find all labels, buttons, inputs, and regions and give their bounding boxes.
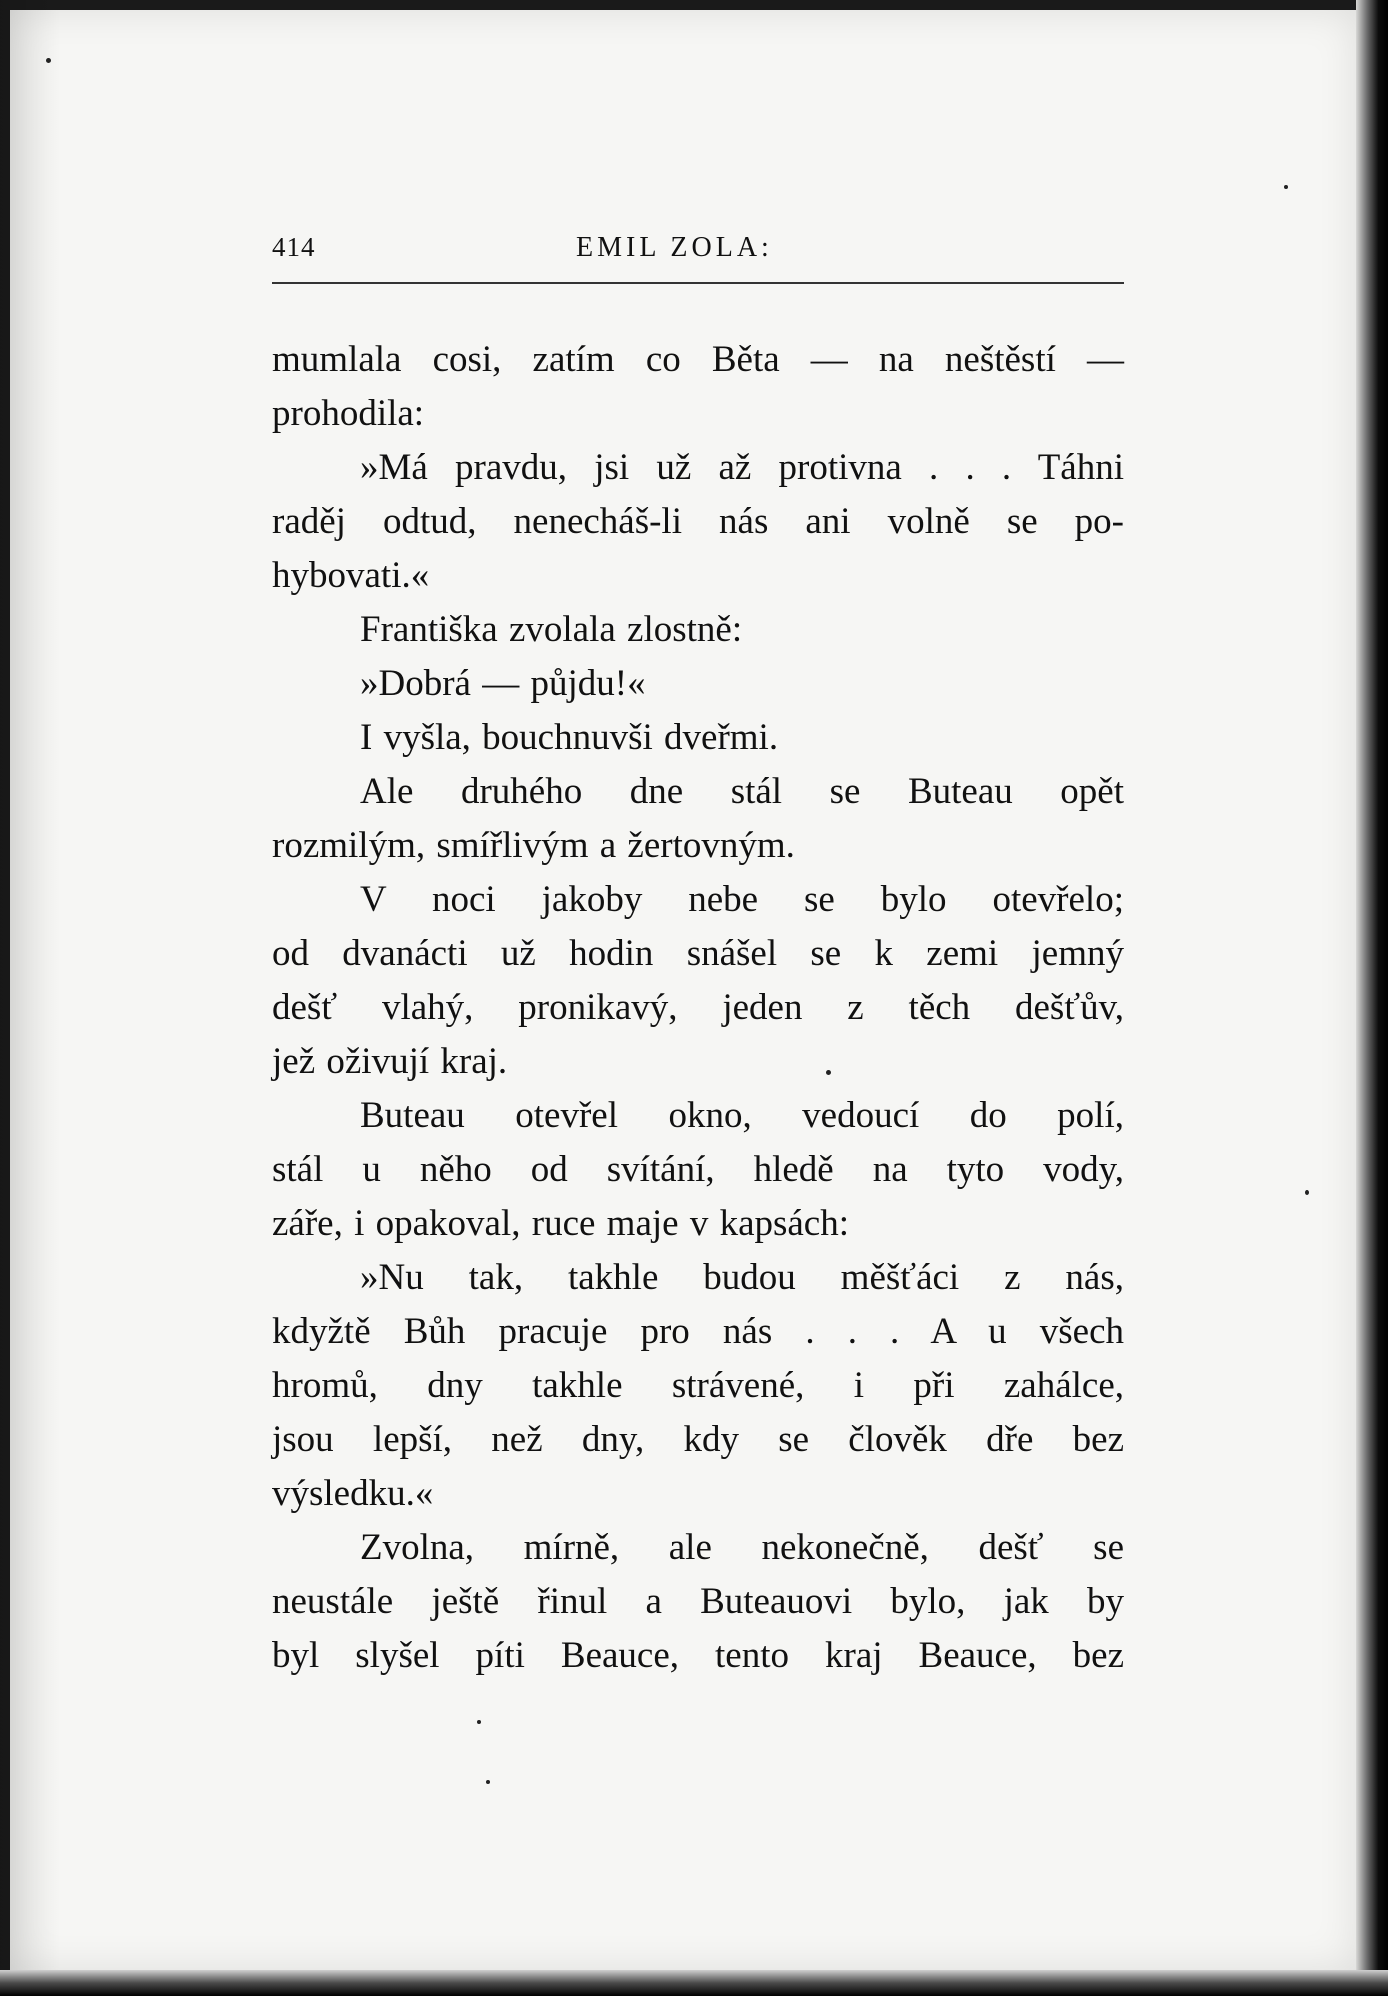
text-line: dešť vlahý, pronikavý, jeden z těch dešťův, (272, 987, 1124, 1028)
text-line: neustále ještě řinul a Buteauovi bylo, jak by (272, 1581, 1124, 1622)
running-title: EMIL ZOLA: (576, 232, 773, 263)
text-line: prohodila: (272, 393, 425, 434)
page-number: 414 (272, 232, 316, 262)
text-line: od dvanácti už hodin snášel se k zemi jemný (272, 933, 1124, 974)
text-line: Zvolna, mírně, ale nekonečně, dešť se (360, 1527, 1124, 1568)
page-bottom-edge (0, 1970, 1388, 1996)
text-line: Františka zvolala zlostně: (360, 609, 743, 650)
text-line: Ale druhého dne stál se Buteau opět (360, 771, 1124, 812)
text-line: kdyžtě Bůh pracuje pro nás . . . A u všech (272, 1311, 1124, 1352)
text-line: Buteau otevřel okno, vedoucí do polí, (360, 1095, 1124, 1136)
text-line: rozmilým, smířlivým a žertovným. (272, 825, 795, 866)
text-line: hybovati.« (272, 555, 430, 596)
text-line: výsledku.« (272, 1473, 434, 1514)
scan-speck (486, 1780, 490, 1784)
text-line: byl slyšel píti Beauce, tento kraj Beauce, bez (272, 1635, 1124, 1676)
scan-speck (46, 58, 51, 63)
text-line: záře, i opakoval, ruce maje v kapsách: (272, 1203, 850, 1244)
text-line: »Má pravdu, jsi už až protivna . . . Táhni (360, 447, 1124, 488)
text-line: jež oživují kraj. (272, 1041, 508, 1082)
scan-speck (477, 1720, 481, 1724)
scan-speck (1305, 1190, 1309, 1195)
page-header (272, 232, 1124, 272)
text-line: hromů, dny takhle strávené, i při zahálce, (272, 1365, 1124, 1406)
header-rule (272, 282, 1124, 284)
page-right-edge (1356, 0, 1388, 1996)
text-line: mumlala cosi, zatím co Běta — na neštěstí — (272, 339, 1124, 380)
text-line: I vyšla, bouchnuvši dveřmi. (360, 717, 779, 758)
text-line: »Nu tak, takhle budou měšťáci z nás, (360, 1257, 1124, 1298)
page-gutter-shadow (0, 0, 60, 1996)
text-line: »Dobrá — půjdu!« (360, 663, 646, 704)
scan-speck (1284, 185, 1288, 189)
body-text (272, 333, 1124, 1683)
text-line: jsou lepší, než dny, kdy se člověk dře bez (272, 1419, 1124, 1460)
text-line: V noci jakoby nebe se bylo otevřelo; (360, 879, 1124, 920)
text-line: stál u něho od svítání, hledě na tyto vody, (272, 1149, 1124, 1190)
text-line: raděj odtud, nenecháš-li nás ani volně se po- (272, 501, 1124, 542)
